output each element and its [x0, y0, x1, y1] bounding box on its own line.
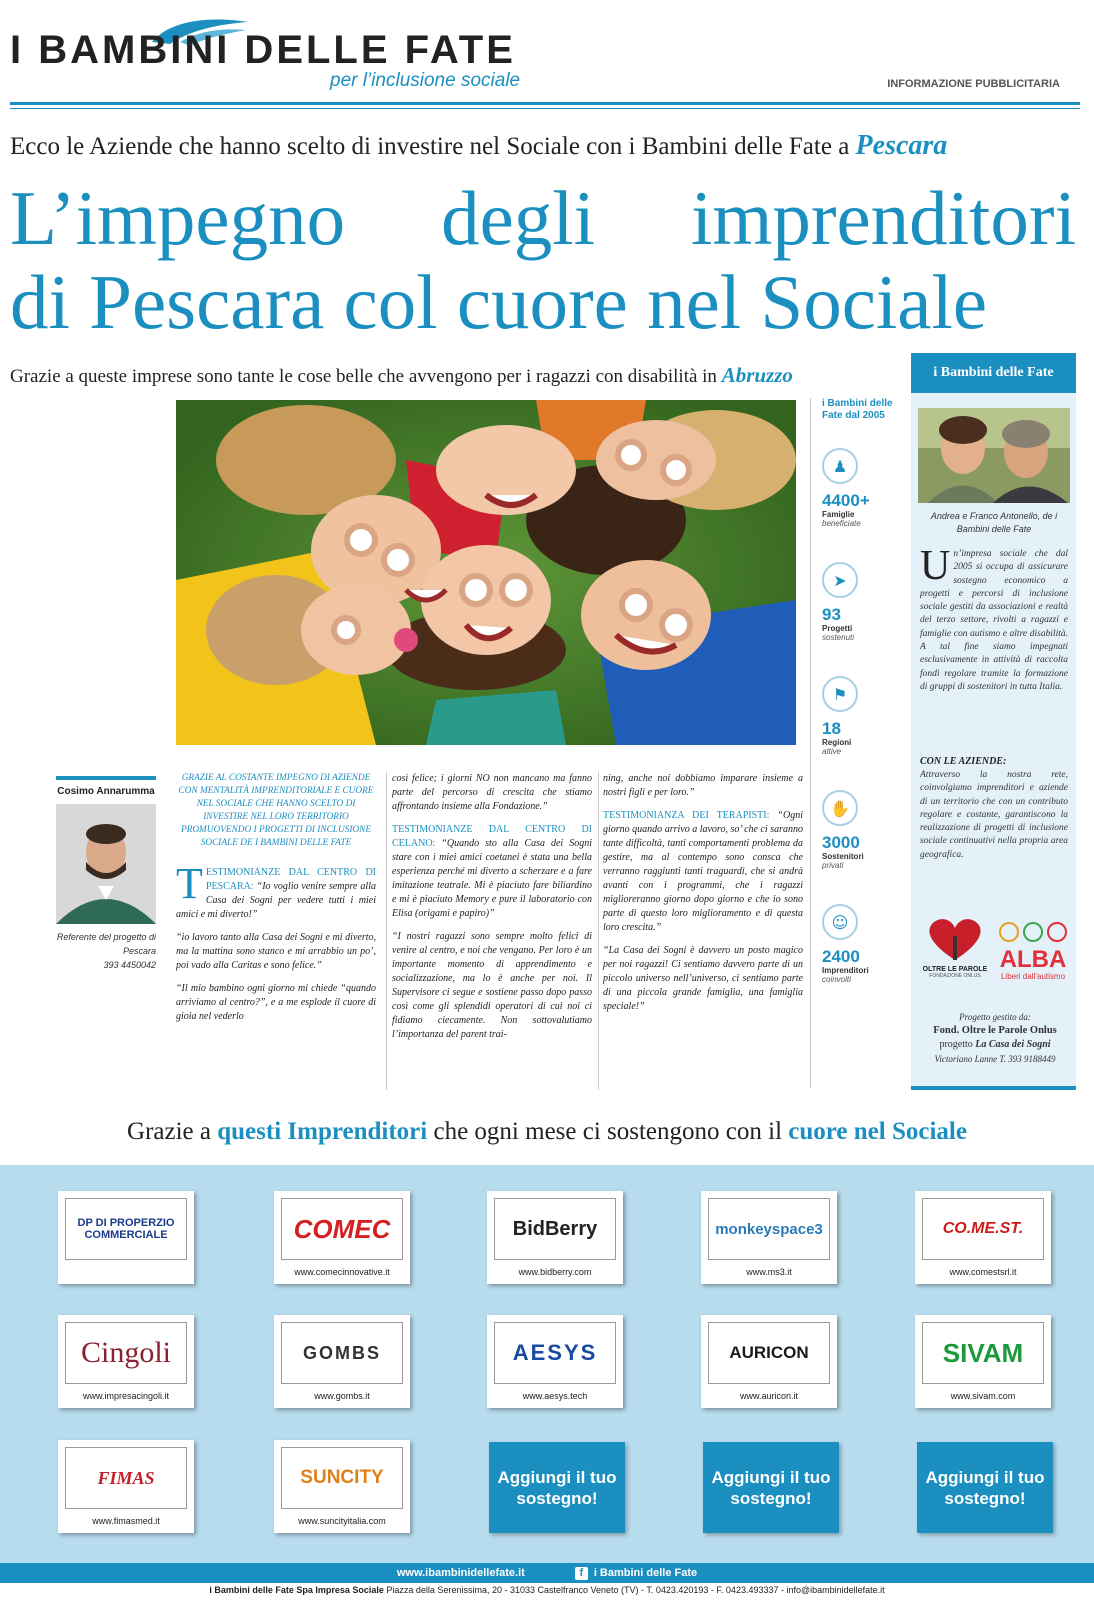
- headline-line-2: di Pescara col cuore nel Sociale: [10, 259, 988, 345]
- stat-label: Imprenditori: [822, 966, 869, 975]
- sponsor-card[interactable]: [274, 1191, 410, 1284]
- map-icon: ⚑: [822, 676, 858, 712]
- sponsor-card[interactable]: [701, 1315, 837, 1408]
- referente-role: Referente del progetto di Pescara: [56, 932, 156, 956]
- sponsor-url[interactable]: www.aesys.tech: [522, 1391, 588, 1401]
- article-column-2: [392, 772, 592, 1051]
- referente-caption: [56, 930, 156, 972]
- column-divider: [598, 772, 599, 1090]
- stat-sublabel: attive: [822, 747, 842, 756]
- footer-bar: [0, 1563, 1094, 1583]
- logo-title: I BAMBINI DELLE FATE: [10, 28, 516, 72]
- founders-caption: Andrea e Franco Antonello, de i Bambini delle Fate: [930, 511, 1058, 534]
- sponsor-logo: Cingoli: [65, 1322, 187, 1384]
- sponsor-card[interactable]: [701, 1191, 837, 1284]
- sponsor-logo: AURICON: [708, 1322, 830, 1384]
- thanks-mid: che ogni mese ci sostengono con il: [427, 1118, 789, 1145]
- sponsor-card[interactable]: [58, 1440, 194, 1533]
- sidebar-title: i Bambini delle Fate: [911, 353, 1076, 393]
- sponsor-card[interactable]: [58, 1191, 194, 1284]
- alba-logo-subtext: Liberi dall’autismo: [1000, 972, 1066, 981]
- about-dropcap: U: [920, 543, 951, 589]
- sponsor-logo: BidBerry: [494, 1198, 616, 1260]
- stat-regions: [822, 676, 902, 756]
- sponsor-url[interactable]: www.suncityitalia.com: [298, 1516, 386, 1526]
- sponsor-url[interactable]: www.sivam.com: [950, 1391, 1016, 1401]
- sponsor-logo: DP DI PROPERZIO COMMERCIALE: [65, 1198, 187, 1260]
- logo-subtitle: per l’inclusione sociale: [330, 70, 521, 91]
- sponsor-logo: COMEC: [281, 1198, 403, 1260]
- oltre-logo-subtext: FONDAZIONE ONLUS: [929, 973, 981, 979]
- article-column-3: [603, 772, 803, 1023]
- header-rule: [10, 102, 1080, 105]
- sponsor-logo: GOMBS: [281, 1322, 403, 1384]
- sponsor-url[interactable]: www.auricon.it: [739, 1391, 799, 1401]
- children-faces-icon: [995, 920, 1071, 944]
- intro-line: [10, 130, 947, 162]
- stat-value: 3000: [822, 833, 860, 852]
- oltre-le-parole-logo: [920, 916, 990, 978]
- stat-families: [822, 448, 902, 528]
- alba-logo: [995, 920, 1071, 981]
- gestito-project: La Casa dei Sogni: [975, 1039, 1051, 1050]
- facebook-icon: f: [575, 1567, 588, 1580]
- stat-entrepreneurs: [822, 904, 902, 984]
- stat-label: Sostenitori: [822, 852, 864, 861]
- aziende-text: Attraverso la nostra rete, coinvolgiamo imprenditori e aziende di un territorio che con un contributo regolare e costante, garantiscono la realizzazione di progetti di inclusione sociale continuativi nella propria area geografica.: [920, 770, 1068, 860]
- sponsor-card[interactable]: [274, 1440, 410, 1533]
- article-text: “Io voglio venire sempre alla Casa dei Sogni per vedere tutti i miei amici e mi diverto!”: [176, 881, 376, 920]
- sponsor-card[interactable]: [487, 1191, 623, 1284]
- footer-address: [0, 1585, 1094, 1595]
- sponsor-url[interactable]: www.comestsrl.it: [949, 1267, 1017, 1277]
- article-column-1: [176, 772, 376, 1033]
- aziende-title: CON LE AZIENDE:: [920, 756, 1007, 767]
- stats-title: i Bambini delle Fate dal 2005: [822, 398, 893, 421]
- thanks-line: [0, 1118, 1094, 1146]
- sponsor-card[interactable]: [915, 1191, 1051, 1284]
- add-support-button[interactable]: Aggiungi il tuo sostegno!: [917, 1442, 1053, 1533]
- headline-line-1: [10, 176, 1076, 260]
- article-paragraph: “I nostri ragazzi sono sempre molto felici di venire al centro, e noi che vengano. Per loro è un importante momento di apprendimento e socializzazione, ma lo è anche per noi. Il Supervisore ci segue e sostiene passo dopo passo così come gli splendidi operatori di cui noi ci fidiamo ciecamente. Non sottovalutiamo l’importanza del parent trai-: [392, 931, 592, 1040]
- article-text: “Ogni giorno quando arrivo a lavoro, so’ che ci saranno tante difficoltà, tanti comportamenti problema da gestire, ma al contempo sono consca che verranno raggiunti tanti traguardi, che si andrà avanti con i programmi, che i ragazzi miglioreranno giorno dopo giorno e che io sono parte di questo loro miglioramento e di questa loro crescita.”: [603, 810, 803, 933]
- sponsor-logo: SUNCITY: [281, 1447, 403, 1509]
- article-subhead: TESTIMONIANZA DEI TERAPISTI:: [603, 810, 770, 821]
- intro-city: Pescara: [855, 130, 948, 161]
- stats-divider: [810, 398, 811, 1088]
- article-paragraph: così felice; i giorni NO non mancano ma fanno parte del percorso di crescita che stiamo affrontando insieme alla Fondazione.”: [392, 773, 592, 812]
- header-rule-thin: [10, 108, 1080, 109]
- referente-phone: 393 4450042: [103, 960, 156, 970]
- article-subhead: TESTIMONIANZE DAL CENTRO DI CELANO:: [392, 824, 592, 849]
- stat-projects: [822, 562, 902, 642]
- subhead: [10, 363, 793, 388]
- sponsor-card[interactable]: [487, 1315, 623, 1408]
- thanks-bold-2: cuore nel Sociale: [788, 1118, 967, 1145]
- advertising-tag: INFORMAZIONE PUBBLICITARIA: [887, 78, 1060, 90]
- thanks-bold-1: questi Imprenditori: [217, 1118, 428, 1145]
- stat-value: 4400+: [822, 491, 870, 510]
- stat-label: Famiglie: [822, 510, 855, 519]
- sponsor-logo: CO.ME.ST.: [922, 1198, 1044, 1260]
- page-title: [10, 176, 1084, 344]
- sponsor-logo: SIVAM: [922, 1322, 1044, 1384]
- sponsor-logo: FIMAS: [65, 1447, 187, 1509]
- sponsor-card[interactable]: [58, 1315, 194, 1408]
- article-paragraph: [603, 809, 803, 935]
- about-body: n’impresa sociale che dal 2005 si occupa di assicurare sostegno economico a progetti e percorsi di inclusione sociale gestiti da associazioni e realtà del terzo settore, rivolti a ragazzi e famiglie con autismo e altre disabilità. A tal fine siamo impegnati esclusivamente in attività di raccolta fondi regolare tramite la formazione di gruppi di sostenitori in tutta Italia.: [920, 549, 1068, 692]
- sponsor-url[interactable]: www.ms3.it: [746, 1267, 792, 1277]
- stat-sublabel: coinvolti: [822, 975, 851, 984]
- about-text: [920, 543, 1068, 694]
- sponsor-url[interactable]: www.bidberry.com: [518, 1267, 592, 1277]
- heart-tree-icon: [920, 916, 990, 962]
- rocket-icon: ➤: [822, 562, 858, 598]
- sponsor-url[interactable]: www.fimasmed.it: [92, 1516, 160, 1526]
- column-divider: [386, 772, 387, 1090]
- article-lead: GRAZIE AL COSTANTE IMPEGNO DI AZIENDE CON MENTALITÀ IMPRENDITORIALE E CUORE NEL SOCIALE CHE HANNO SCELTO DI INVESTIRE NEL LORO TERRITORIO PROMUOVENDO I PROGETTI DI INCLUSIONE SOCIALE DE I BAMBINI DELLE FATE: [178, 773, 374, 848]
- thanks-pre: Grazie a: [127, 1118, 218, 1145]
- article-paragraph: “Il mio bambino ogni giorno mi chiede “quando arriviamo al centro?”, e a me esplode il cuore di gioia nel vederlo: [176, 983, 376, 1022]
- gestito-project-line: [915, 1038, 1075, 1052]
- gestito-label: Progetto gestito da:: [959, 1012, 1031, 1022]
- sponsor-logo: monkeyspace3: [708, 1198, 830, 1260]
- footer-facebook-label: i Bambini delle Fate: [593, 1567, 698, 1579]
- gestito-contact: Victoriano Lanne T. 393 9188449: [934, 1054, 1056, 1064]
- article-paragraph: ning, anche noi dobbiamo imparare insieme a nostri figli e per loro.”: [603, 773, 803, 798]
- article-text: “Quando sto alla Casa dei Sogni stare con i miei amici coetanei è stata una bella esperienza perché mi diverto a scherzare e a fare imitazione teatrale. Mi è piaciuto fare biliardino e mi è piaciuto Memory e pure il laboratorio con Elisa (origami e papiro)”: [392, 838, 592, 919]
- headline-word: imprenditori: [691, 175, 1076, 261]
- sponsor-url[interactable]: www.comecinnovative.it: [294, 1267, 390, 1277]
- stat-label: Regioni: [822, 738, 852, 747]
- footer-site-link[interactable]: www.ibambinidellefate.it: [396, 1567, 525, 1579]
- stat-label: Progetti: [822, 624, 853, 633]
- stat-sublabel: sostenuti: [822, 633, 855, 642]
- handshake-icon: ✋: [822, 790, 858, 826]
- headline-word: L’impegno: [10, 175, 346, 261]
- footer-address-text: Piazza della Serenissima, 20 - 31033 Castelfranco Veneto (TV) - T. 0423.420193 - F. 0423.493337 - info@ibambinidellefate.it: [383, 1585, 885, 1595]
- gestito-org: Fond. Oltre le Parole Onlus: [933, 1025, 1057, 1036]
- founders-photo: [918, 408, 1070, 503]
- family-icon: ♟: [822, 448, 858, 484]
- article-subhead: ESTIMONIANZE DAL CENTRO DI PESCARA:: [205, 867, 376, 892]
- oltre-logo-text: OLTRE LE PAROLE: [922, 966, 988, 973]
- referente-bar: [56, 776, 156, 780]
- businessman-icon: ☺: [822, 904, 858, 940]
- article-paragraph: [176, 859, 376, 922]
- gestito-project-prefix: progetto: [939, 1039, 976, 1050]
- article-paragraph: “La Casa dei Sogni è davvero un posto magico per noi ragazzi! Ci sentiamo davvero parte di un piccolo universo nell’universo, ci sentiamo parte di una piccola grande famiglia, una famiglia speciale!”: [603, 945, 803, 1012]
- stat-value: 93: [822, 605, 841, 624]
- article-paragraph: “io lavoro tanto alla Casa dei Sogni e mi diverto, ma la mattina sono stanco e mi arrabbio un po’, poi vado alla Caritas e sono felice.”: [176, 932, 376, 971]
- children-circle-photo: [176, 400, 796, 745]
- sponsor-card[interactable]: [274, 1315, 410, 1408]
- stat-value: 18: [822, 719, 841, 738]
- sponsor-card[interactable]: [915, 1315, 1051, 1408]
- referente-name: Cosimo Annarumma: [57, 786, 155, 797]
- add-support-button[interactable]: Aggiungi il tuo sostegno!: [703, 1442, 839, 1533]
- referente-photo: [56, 804, 156, 924]
- article-paragraph: [392, 823, 592, 921]
- footer-facebook-link[interactable]: [575, 1567, 697, 1580]
- subhead-region: Abruzzo: [721, 363, 793, 387]
- sponsor-logo: AESYS: [494, 1322, 616, 1384]
- stat-sublabel: beneficiate: [822, 519, 861, 528]
- sponsor-url[interactable]: www.gombs.it: [314, 1391, 370, 1401]
- stat-sublabel: privati: [822, 861, 844, 870]
- add-support-button[interactable]: Aggiungi il tuo sostegno!: [489, 1442, 625, 1533]
- headline-word: degli: [441, 175, 596, 261]
- stat-supporters: [822, 790, 902, 870]
- stat-value: 2400: [822, 947, 860, 966]
- footer-company: i Bambini delle Fate Spa Impresa Sociale: [209, 1585, 384, 1595]
- sponsor-url[interactable]: www.impresacingoli.it: [82, 1391, 170, 1401]
- intro-text: Ecco le Aziende che hanno scelto di investire nel Sociale con i Bambini delle Fate a: [10, 133, 856, 160]
- article-dropcap: T: [176, 859, 203, 908]
- alba-logo-text: ALBA: [999, 946, 1067, 973]
- project-credits: [915, 1010, 1075, 1066]
- subhead-text: Grazie a queste imprese sono tante le cose belle che avvengono per i ragazzi con disabilità in: [10, 366, 722, 387]
